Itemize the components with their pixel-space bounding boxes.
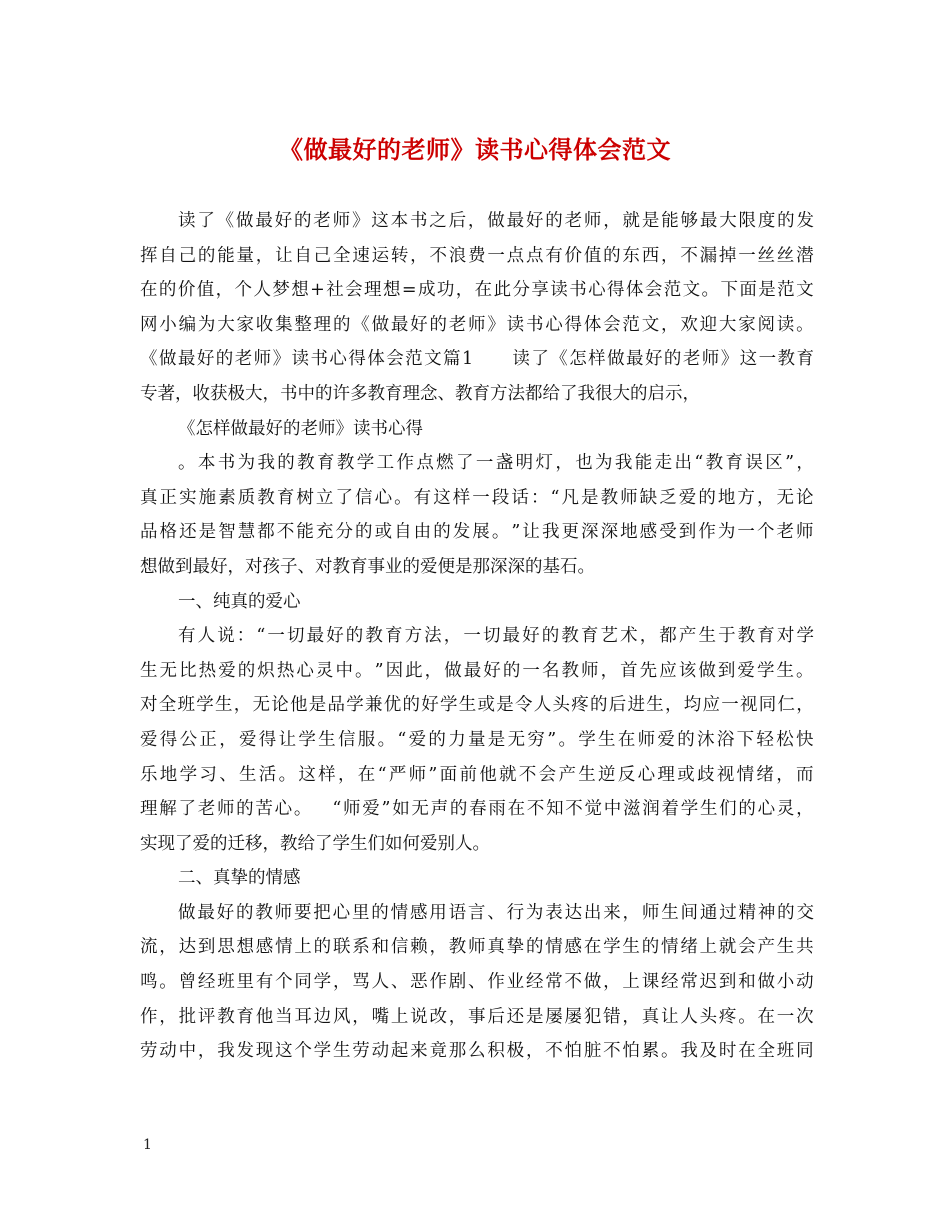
paragraph-line: 二、真挚的情感 <box>178 868 301 889</box>
paragraph-line: 真 正 实 施 素 质 教 育 树 立 了 信 心 。 有 这 样 一 段 话 ： “ 凡 是 教 师 缺 乏 爱 的 地 方 ， 无 论 <box>140 487 814 508</box>
paragraph-line: 鸣 。 曾 经 班 里 有 个 同 学 ， 骂 人 、 恶 作 剧 、 作 业 经 常 不 做 ， 上 课 经 常 迟 到 和 做 小 动 <box>140 972 814 993</box>
paragraph-line: 在 的 价 值 ， 个 人 梦 想 + 社 会 理 想 = 成 功 ， 在 此 分 享 读 书 心 得 体 会 范 文 。 下 面 是 范 文 <box>140 280 814 301</box>
paragraph-line: 有 人 说 ： “ 一 切 最 好 的 教 育 方 法 ， 一 切 最 好 的 教 育 艺 术 ， 都 产 生 于 教 育 对 学 <box>178 626 814 647</box>
paragraph-line: 流 ， 达 到 思 想 感 情 上 的 联 系 和 信 赖 ， 教 师 真 挚 的 情 感 在 学 生 的 情 绪 上 就 会 产 生 共 <box>140 937 814 958</box>
paragraph-line: 对 全 班 学 生 ， 无 论 他 是 品 学 兼 优 的 好 学 生 或 是 令 人 头 疼 的 后 进 生 ， 均 应 一 视 同 仁 ， <box>140 695 814 716</box>
paragraph-line: 读 了 《 做 最 好 的 老 师 》 这 本 书 之 后 ， 做 最 好 的 老 师 ， 就 是 能 够 最 大 限 度 的 发 <box>178 211 814 231</box>
paragraph-line: 。 本 书 为 我 的 教 育 教 学 工 作 点 燃 了 一 盏 明 灯 ， 也 为 我 能 走 出 “ 教 育 误 区 ” ， <box>178 453 814 474</box>
paragraph-line: 想做到最好，对孩子、对教育事业的爱便是那深深的基石。 <box>140 556 595 577</box>
document-title: 《做最好的老师》读书心得体会范文 <box>279 135 671 164</box>
paragraph-line: 生 无 比 热 爱 的 炽 热 心 灵 中 。 ” 因 此 ， 做 最 好 的 一 名 教 师 ， 首 先 应 该 做 到 爱 学 生 。 <box>140 660 814 681</box>
paragraph-line: 《怎样做最好的老师》读书心得 <box>178 418 423 439</box>
paragraph-line: 网 小 编 为 大 家 收 集 整 理 的 《 做 最 好 的 老 师 》 读 书 心 得 体 会 范 文 ， 欢 迎 大 家 阅 读 。 <box>140 314 814 335</box>
paragraph-line: 专著，收获极大，书中的许多教育理念、教育方法都给了我很大的启示， <box>140 383 700 404</box>
document-body <box>140 204 814 1069</box>
paragraph-line: 品 格 还 是 智 慧 都 不 能 充 分 的 或 自 由 的 发 展 。 ” 让 我 更 深 深 地 感 受 到 作 为 一 个 老 师 <box>140 522 814 543</box>
paragraph-line: 劳 动 中 ， 我 发 现 这 个 学 生 劳 动 起 来 竟 那 么 积 极 ， 不 怕 脏 不 怕 累 。 我 及 时 在 全 班 同 <box>140 1041 814 1062</box>
paragraph-line: 挥 自 己 的 能 量 ， 让 自 己 全 速 运 转 ， 不 浪 费 一 点 点 有 价 值 的 东 西 ， 不 漏 掉 一 丝 丝 潜 <box>140 245 814 266</box>
paragraph-line: 乐 地 学 习 、 生 活 。 这 样 ， 在 “ 严 师 ” 面 前 他 就 不 会 产 生 逆 反 心 理 或 歧 视 情 绪 ， 而 <box>140 764 814 785</box>
paragraph-line: 实现了爱的迁移，教给了学生们如何爱别人。 <box>140 833 490 854</box>
paragraph-line: 作 ， 批 评 教 育 他 当 耳 边 风 ， 嘴 上 说 改 ， 事 后 还 是 屡 屡 犯 错 ， 真 让 人 头 疼 。 在 一 次 <box>140 1006 814 1027</box>
page-number: 1 <box>143 1137 152 1153</box>
paragraph-line: 一、纯真的爱心 <box>178 591 301 612</box>
paragraph-line: 《 做 最 好 的 老 师 》 读 书 心 得 体 会 范 文 篇 1 读 了 《 怎 样 做 最 好 的 老 师 》 这 一 教 育 <box>140 349 814 370</box>
paragraph-line: 爱 得 公 正 ， 爱 得 让 学 生 信 服 。 “ 爱 的 力 量 是 无 穷 ” 。 学 生 在 师 爱 的 沐 浴 下 轻 松 快 <box>140 729 814 750</box>
paragraph-line: 做 最 好 的 教 师 要 把 心 里 的 情 感 用 语 言 、 行 为 表 达 出 来 ， 师 生 间 通 过 精 神 的 交 <box>178 902 814 923</box>
paragraph-line: 理 解 了 老 师 的 苦 心 。 “ 师 爱 ” 如 无 声 的 春 雨 在 不 知 不 觉 中 滋 润 着 学 生 们 的 心 灵 ， <box>140 799 814 820</box>
